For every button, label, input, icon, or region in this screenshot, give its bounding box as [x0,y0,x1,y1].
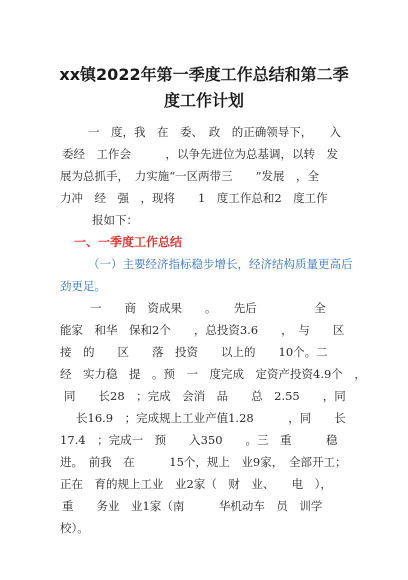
subsection-heading-1-line-2: 劲更足。 [60,279,106,293]
intro-line-4: 力冲 经 强 ，现将 1 度工作总和2 度工作 [60,191,328,205]
body-line-5: 同 长28 ；完成 会消 品 总 2.55 ，同 [64,389,346,403]
body-line-3: 接 的 区 落 投资 以上的 10个。二 [60,345,328,359]
body-line-2: 能家 和华 保和2个 ，总投资3.6 ， 与 区 [60,323,345,337]
title-line-1: xx镇2022年第一季度工作总结和第二季 [59,65,349,84]
intro-line-2: 委经 工作会 ，以争先进位为总基调，以转 发 [62,147,338,161]
section-heading-1: 一、一季度工作总结 [74,235,183,249]
subsection-heading-1-line-1: （一）主要经济指标稳步增长，经济结构质量更高后 [88,257,353,271]
intro-line-3: 展为总抓手， 力实施“一区两带三 ”发展 ，全 [60,169,320,183]
title-line-2: 度工作计划 [163,91,244,110]
body-line-4: 经 实力稳 提 。预 一 度完成 定资产投资4.9个 ， [60,367,366,381]
body-line-9: 正在 育的规上工业 业2家（ 财 业、 电 ）， [60,477,332,491]
body-line-11: 校）。 [60,521,89,535]
body-line-1: 一 商 资成果 。 先后 全 [90,301,326,315]
body-line-8: 进。 前我 在 15个，规上 业9家， 全部开工； [60,455,347,469]
body-line-7: 17.4 ；完成一 预 入350 。三 重 稳 [60,433,338,447]
intro-line-5: 报如下： [92,213,138,227]
page-title [40,62,368,114]
intro-line-1: 一 度，我 在 委、 政 的正确领导下， 入 [88,125,341,139]
body-line-6: 长16.9 ；完成规上工业产值1.28 ，同 长 [76,411,346,425]
body-line-10: 重 务业 业1家（南 华机动车 员 训学 [62,499,323,513]
